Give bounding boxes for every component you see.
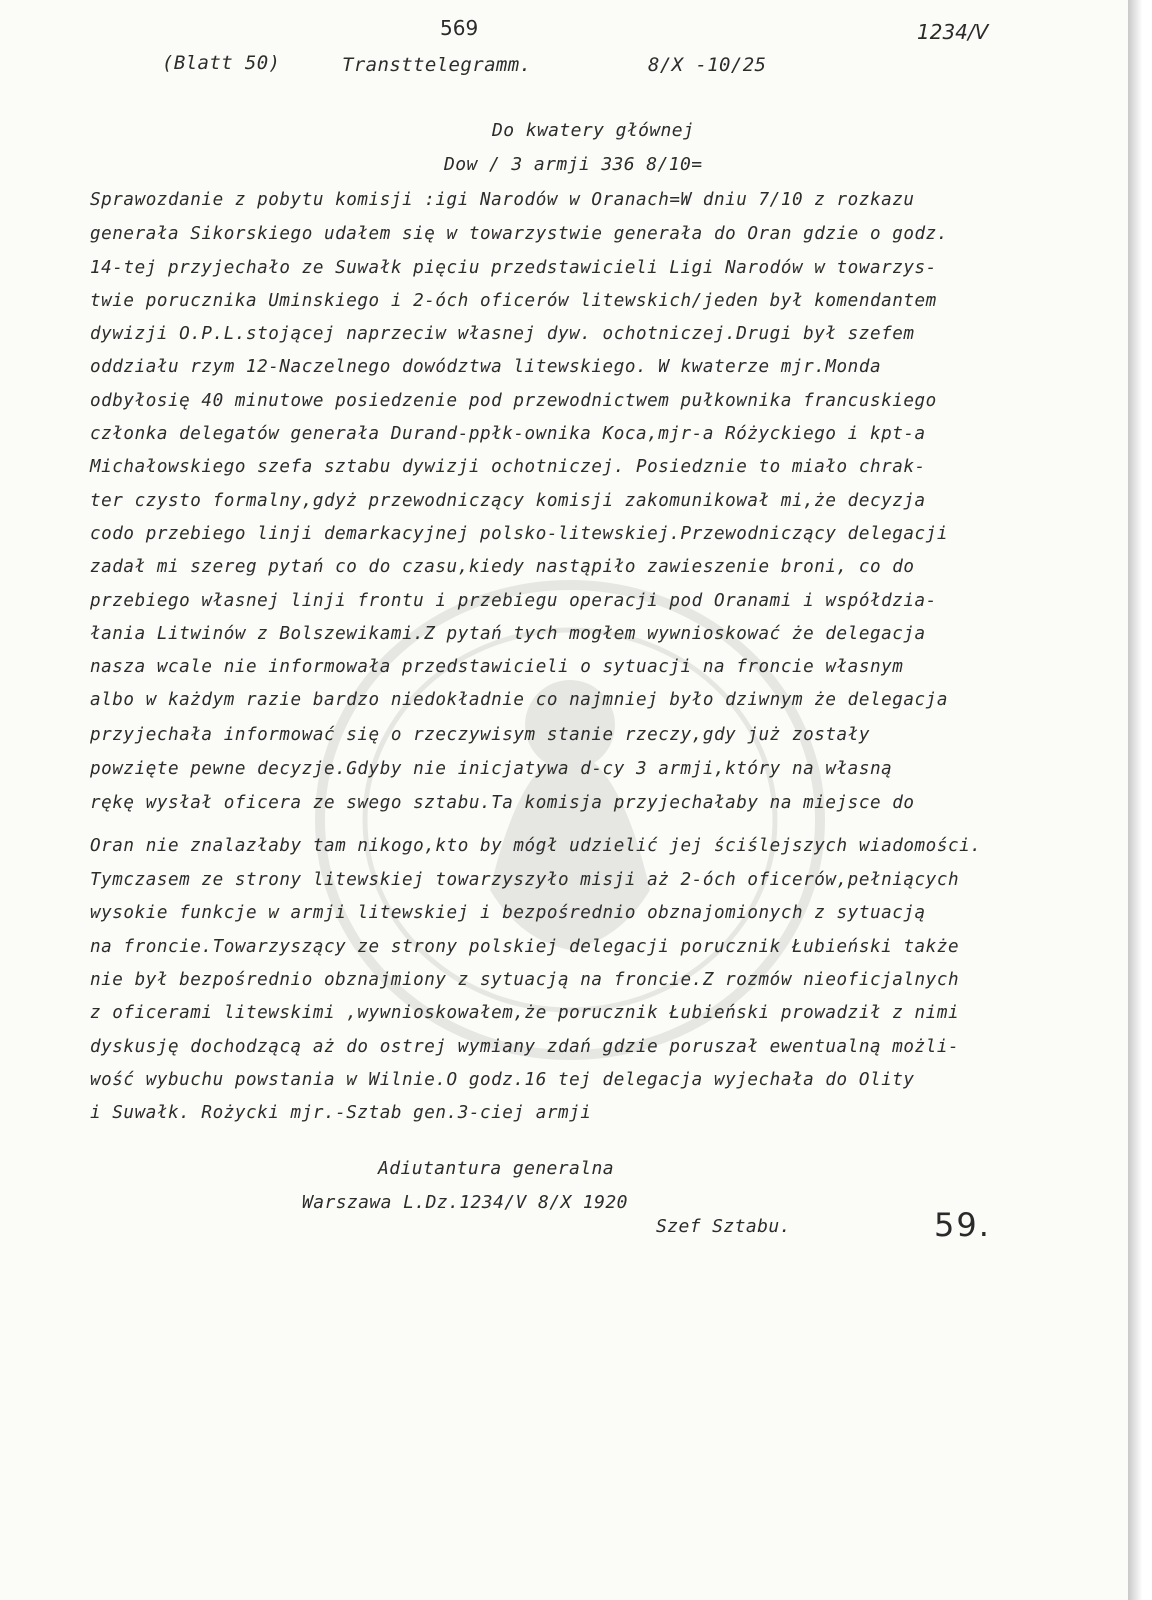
body-line: dywizji O.P.L.stojącej naprzeciw własnej dyw. ochotniczej.Drugi był szefem: [90, 324, 915, 344]
address-line-1: Do kwatery głównej: [492, 120, 695, 141]
body-line: Michałowskiego szefa sztabu dywizji ochotniczej. Posiedznie to miało chrak-: [90, 457, 926, 477]
telegram-date: 8/X -10/25: [648, 54, 767, 76]
body-line: 14-tej przyjechało ze Suwałk pięciu przedstawicieli Ligi Narodów w towarzys-: [90, 258, 937, 278]
body-line: nie był bezpośrednio obznajmiony z sytuacją na froncie.Z rozmów nieoficjalnych: [90, 970, 960, 990]
body-line: oddziału rzym 12-Naczelnego dowództwa litewskiego. W kwaterze mjr.Monda: [90, 357, 882, 377]
adjutancy-label: Adiutantura generalna: [378, 1158, 614, 1179]
body-line: albo w każdym razie bardzo niedokładnie co najmniej było dziwnym że delegacja: [90, 690, 948, 710]
body-line: ter czysto formalny,gdyż przewodniczący komisji zakomunikował mi,że decyzja: [90, 491, 926, 511]
body-line: rękę wysłał oficera ze swego sztabu.Ta komisja przyjechałaby na miejsce do: [90, 793, 915, 813]
body-line: powzięte pewne decyzje.Gdyby nie inicjatywa d-cy 3 armji,który na własną: [90, 759, 893, 779]
body-line: przyjechała informować się o rzeczywisym stanie rzeczy,gdy już zostały: [90, 725, 870, 745]
body-line: na froncie.Towarzyszący ze strony polskiej delegacji porucznik Łubieński także: [90, 937, 960, 957]
body-line: z oficerami litewskimi ,wywnioskowałem,że porucznik Łubieński prowadził z nimi: [90, 1003, 960, 1023]
body-line: Oran nie znalazłaby tam nikogo,kto by mógł udzielić jej ściślejszych wiadomości.: [90, 836, 982, 856]
registry-line: Warszawa L.Dz.1234/V 8/X 1920: [302, 1192, 628, 1213]
document-type: Transttelegramm.: [342, 54, 532, 76]
body-line: wysokie funkcje w armji litewskiej i bezpośrednio obznajomionych z sytuacją: [90, 903, 926, 923]
body-line: dyskusję dochodzącą aż do ostrej wymiany zdań gdzie poruszał ewentualną możli-: [90, 1037, 960, 1057]
address-line-2: Dow / 3 armji 336 8/10=: [444, 154, 703, 175]
chief-of-staff-label: Szef Sztabu.: [656, 1216, 791, 1237]
body-line: Sprawozdanie z pobytu komisji :igi Narodów w Oranach=W dniu 7/10 z rozkazu: [90, 190, 915, 210]
body-line: wość wybuchu powstania w Wilnie.O godz.16 tej delegacja wyjechała do Olity: [90, 1070, 915, 1090]
file-number: 1234/V: [917, 20, 989, 44]
body-line: odbyłosię 40 minutowe posiedzenie pod przewodnictwem pułkownika francuskiego: [90, 391, 937, 411]
body-line: przebiego własnej linji frontu i przebiegu operacji pod Oranami i współdzia-: [90, 591, 937, 611]
body-line: Tymczasem ze strony litewskiej towarzyszyło misji aż 2-óch oficerów,pełniących: [90, 870, 960, 890]
body-line: nasza wcale nie informowała przedstawicieli o sytuacji na froncie własnym: [90, 657, 904, 677]
body-line: członka delegatów generała Durand-ppłk-ownika Koca,mjr-a Różyckiego i kpt-a: [90, 424, 926, 444]
body-line: twie porucznika Uminskiego i 2-óch oficerów litewskich/jeden był komendantem: [90, 291, 937, 311]
body-line: zadał mi szereg pytań co do czasu,kiedy nastąpiło zawieszenie broni, co do: [90, 557, 915, 577]
handwritten-page-number: 59.: [934, 1206, 991, 1244]
page-number: 569: [440, 16, 479, 40]
body-line: generała Sikorskiego udałem się w towarzystwie generała do Oran gdzie o godz.: [90, 224, 948, 244]
body-line: codo przebiego linji demarkacyjnej polsko-litewskiej.Przewodniczący delegacji: [90, 524, 948, 544]
scan-edge: [1128, 0, 1152, 1600]
blatt-label: (Blatt 50): [162, 52, 281, 74]
body-line: łania Litwinów z Bolszewikami.Z pytań tych mogłem wywnioskować że delegacja: [90, 624, 926, 644]
body-line: i Suwałk. Rożycki mjr.-Sztab gen.3-ciej armji: [90, 1103, 592, 1123]
